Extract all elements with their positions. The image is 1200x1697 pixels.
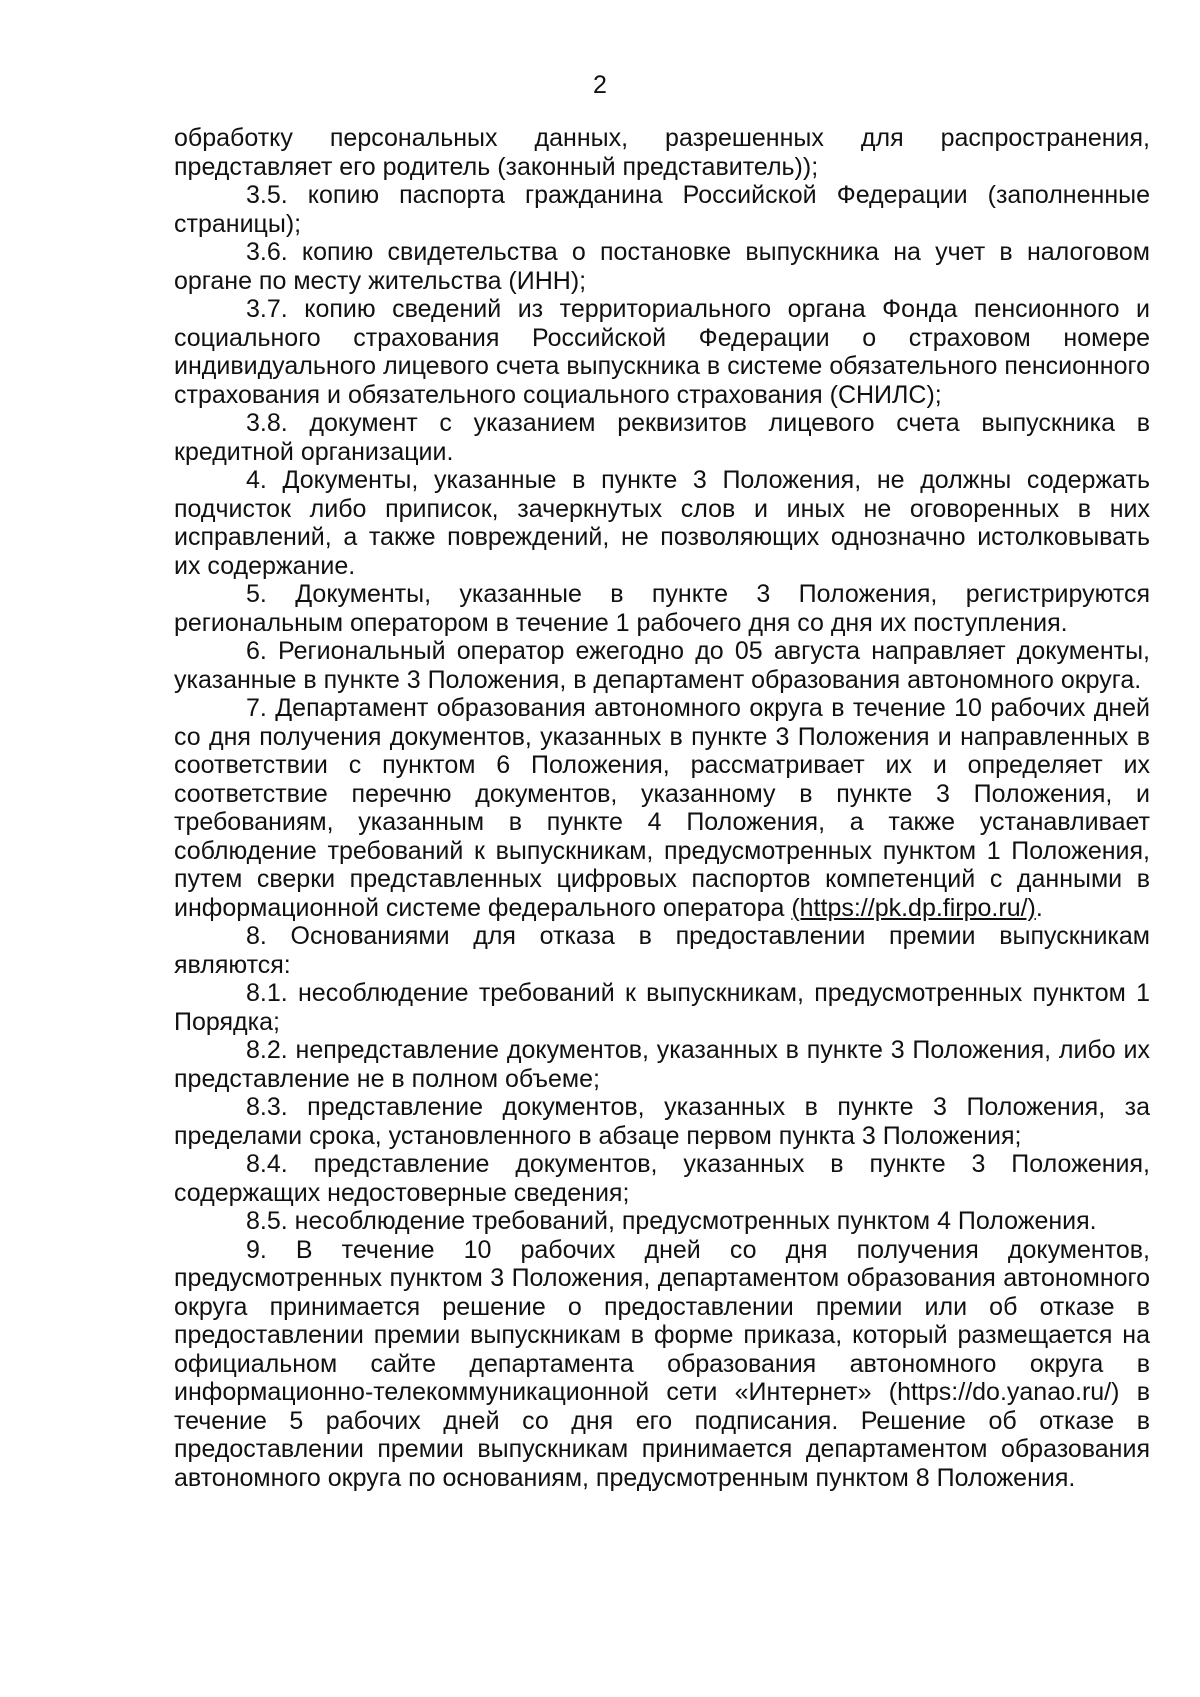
paragraph-9: 9. В течение 10 рабочих дней со дня получения документов, предусмотренных пунктом 3 Положения, департаментом образования автономного округа принимается решение о предоставлении премии или об отказе в предоставлении премии выпускникам в форме приказа, который размещается на официальном сайте департамента образования автономного округа в информационно-телекоммуникационной сети «Интернет» (https://do.yanao.ru/) в течение 5 рабочих дней со дня его подписания. Решение об отказе в предоставлении премии выпускникам принимается департаментом образования автономного округа по основаниям, предусмотренным пунктом 8 Положения. (174, 1235, 1150, 1492)
paragraph-4: 4. Документы, указанные в пункте 3 Положения, не должны содержать подчисток либо приписок, зачеркнутых слов и иных не оговоренных в них исправлений, а также повреждений, не позволяющих однозначно истолковывать их содержание. (174, 466, 1150, 580)
paragraph-8-5: 8.5. несоблюдение требований, предусмотренных пунктом 4 Положения. (246, 1207, 1097, 1235)
paragraph-6: 6. Региональный оператор ежегодно до 05 августа направляет документы, указанные в пункте 3 Положения, в департамент образования автономного округа. (174, 637, 1150, 694)
paragraph-3-6: 3.6. копию свидетельства о постановке выпускника на учет в налоговом органе по месту жительства (ИНН); (174, 238, 1150, 295)
paragraph-8-3: 8.3. представление документов, указанных в пункте 3 Положения, за пределами срока, установленного в абзаце первом пункта 3 Положения; (174, 1093, 1150, 1150)
paragraph-8-1: 8.1. несоблюдение требований к выпускникам, предусмотренных пунктом 1 Порядка; (174, 979, 1150, 1036)
paragraph-5: 5. Документы, указанные в пункте 3 Положения, регистрируются региональным оператором в течение 1 рабочего дня со дня их поступления. (174, 580, 1150, 637)
paragraph-7 (174, 694, 1150, 922)
paragraph-7-text: 7. Департамент образования автономного округа в течение 10 рабочих дней со дня получения документов, указанных в пункте 3 Положения и направленных в соответствии с пунктом 6 Положения, рассматривает их и определяет их соответствие перечню документов, указанному в пункте 3 Положения, и требованиям, указанным в пункте 4 Положения, а также устанавливает соблюдение требований к выпускникам, предусмотренных пунктом 1 Положения, путем сверки представленных цифровых паспортов компетенций с данными в информационной системе федерального оператора (174, 694, 1150, 922)
page-number: 2 (593, 71, 607, 99)
paragraph-7-end: . (1035, 893, 1043, 922)
document-body (174, 124, 1150, 1492)
firpo-link[interactable]: (https://pk.dp.firpo.ru/) (791, 893, 1036, 922)
paragraph-3-8: 3.8. документ с указанием реквизитов лицевого счета выпускника в кредитной организации. (174, 409, 1150, 466)
paragraph-3-7: 3.7. копию сведений из территориального органа Фонда пенсионного и социального страхования Российской Федерации о страховом номере индивидуального лицевого счета выпускника в системе обязательного пенсионного страхования и обязательного социального страхования (СНИЛС); (174, 295, 1150, 409)
paragraph-8-2: 8.2. непредставление документов, указанных в пункте 3 Положения, либо их представление не в полном объеме; (174, 1036, 1150, 1093)
paragraph-8: 8. Основаниями для отказа в предоставлении премии выпускникам являются: (174, 922, 1150, 979)
paragraph-continuation: обработку персональных данных, разрешенных для распространения, представляет его родитель (законный представитель)); (174, 124, 1150, 181)
paragraph-3-5: 3.5. копию паспорта гражданина Российской Федерации (заполненные страницы); (174, 181, 1150, 238)
paragraph-8-4: 8.4. представление документов, указанных в пункте 3 Положения, содержащих недостоверные сведения; (174, 1150, 1150, 1207)
